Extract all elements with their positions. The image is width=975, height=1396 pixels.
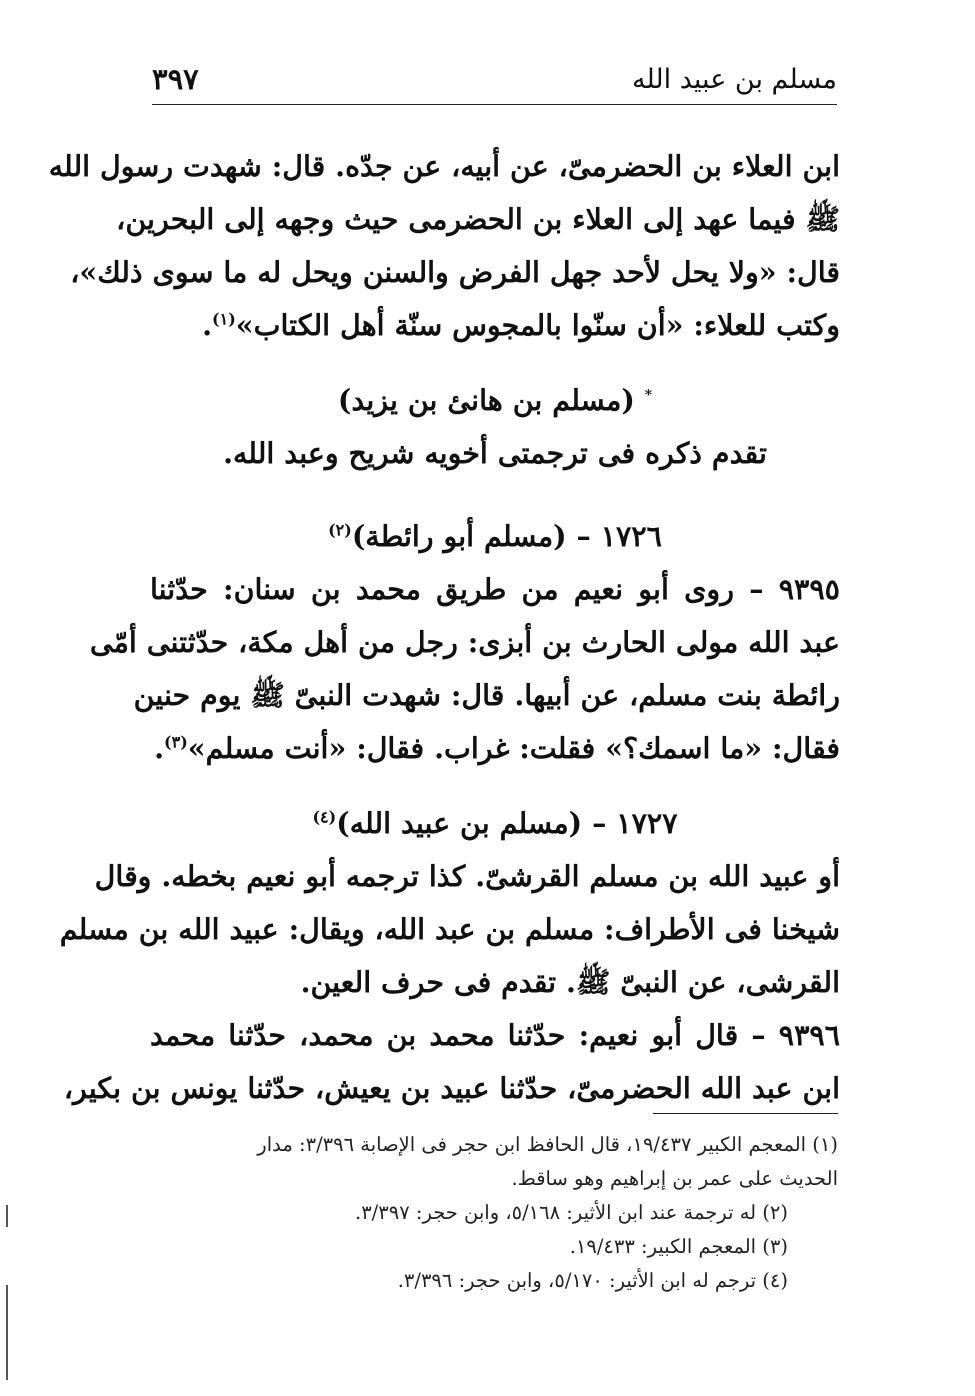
hadith-text: – روى أبو نعيم من طريق محمد بن سنان: حدّثنا (150, 572, 764, 606)
footnote-ref: (٢) (328, 520, 352, 540)
footnote-2: (٢) له ترجمة عند ابن الأثير: ٥/١٦٨، وابن حجر: ٣/٣٩٧. (355, 1201, 788, 1224)
scan-margin-mark (6, 1285, 8, 1380)
entry-heading-1726 (150, 510, 840, 563)
cross-ref-title: (مسلم بن هانئ بن يزيد) (337, 383, 635, 417)
footnote-ref: (٤) (312, 807, 337, 827)
entry-dash: – (592, 806, 607, 840)
text-line: رائطة بنت مسلم، عن أبيها. قال: شهدت النبىّ ﷺ يوم حنين (133, 678, 840, 712)
running-header (152, 60, 837, 105)
entry-number: ١٧٢٦ (600, 519, 662, 553)
text-line: ابن العلاء بن الحضرمىّ، عن أبيه، عن جدّه. قال: شهدت رسول الله (48, 149, 840, 183)
text-line: أو عبيد الله بن مسلم القرشىّ. كذا ترجمه أبو نعيم بخطه. وقال (94, 859, 840, 893)
footnote-3: (٣) المعجم الكبير: ١٩/٤٣٣. (569, 1235, 788, 1258)
hadith-text: – قال أبو نعيم: حدّثنا محمد بن محمد، حدّثنا محمد (150, 1018, 766, 1052)
footnote-1: (١) المعجم الكبير ١٩/٤٣٧، قال الحافظ ابن حجر فى الإصابة ٣/٣٩٦: مدار (257, 1133, 838, 1156)
footnote-4: (٤) ترجم له ابن الأثير: ٥/١٧٠، وابن حجر: ٣/٣٩٦. (397, 1269, 788, 1292)
text-line: فقال: «ما اسمك؟» فقلت: غراب. فقال: «أنت مسلم»$^{(٣)}$. (154, 731, 840, 765)
page-number: ٣٩٧ (152, 62, 199, 96)
text-line: وكتب للعلاء: «أن سنّوا بالمجوس سنّة أهل الكتاب»$^{(١)}$. (202, 308, 840, 342)
entry-title: (مسلم بن عبيد الله) (336, 806, 583, 840)
footnote-ref: (٣) (164, 732, 188, 752)
entry-title: (مسلم أبو رائطة) (351, 519, 567, 553)
text-line: شيخنا فى الأطراف: مسلم بن عبد الله، ويقال: عبيد الله بن مسلم (59, 912, 840, 946)
entry-heading-1727 (150, 797, 840, 850)
text-line: قال: «ولا يحل لأحد جهل الفرض والسنن ويحل له ما سوى ذلك»، (70, 255, 840, 289)
cross-ref-heading (150, 374, 840, 427)
footnote-ref: (١) (212, 309, 236, 329)
hadith-line (150, 1009, 840, 1062)
text-line: القرشى، عن النبىّ ﷺ. تقدم فى حرف العين. (300, 965, 840, 999)
text-line: ابن عبد الله الحضرمىّ، حدّثنا عبيد بن يعيش، حدّثنا يونس بن بكير، (63, 1071, 840, 1105)
text-line-content: وكتب للعلاء: «أن سنّوا بالمجوس سنّة أهل الكتاب» (235, 308, 840, 342)
scan-margin-mark (6, 1205, 8, 1227)
hadith-number: ٩٣٩٥ (778, 572, 840, 606)
hadith-number: ٩٣٩٦ (778, 1018, 840, 1052)
main-text (48, 140, 840, 1115)
asterisk-mark: * (644, 387, 653, 404)
footnotes (150, 1128, 838, 1298)
text-line: ﷺ فيما عهد إلى العلاء بن الحضرمى حيث وجهه إلى البحرين، (116, 202, 840, 236)
text-line: عبد الله مولى الحارث بن أبزى: رجل من أهل مكة، حدّثتنى أمّى (89, 625, 840, 659)
text-line-content: فقال: «ما اسمك؟» فقلت: غراب. فقال: «أنت مسلم» (187, 731, 840, 765)
hadith-line (150, 563, 840, 616)
entry-dash: – (576, 519, 591, 553)
header-title: مسلم بن عبيد الله (632, 64, 837, 95)
footnote-divider (653, 1113, 838, 1114)
cross-ref-text: تقدم ذكره فى ترجمتى أخويه شريح وعبد الله. (223, 436, 767, 470)
footnote-1-cont: الحديث على عمر بن إبراهيم وهو ساقط. (511, 1167, 838, 1190)
entry-number: ١٧٢٧ (616, 806, 678, 840)
